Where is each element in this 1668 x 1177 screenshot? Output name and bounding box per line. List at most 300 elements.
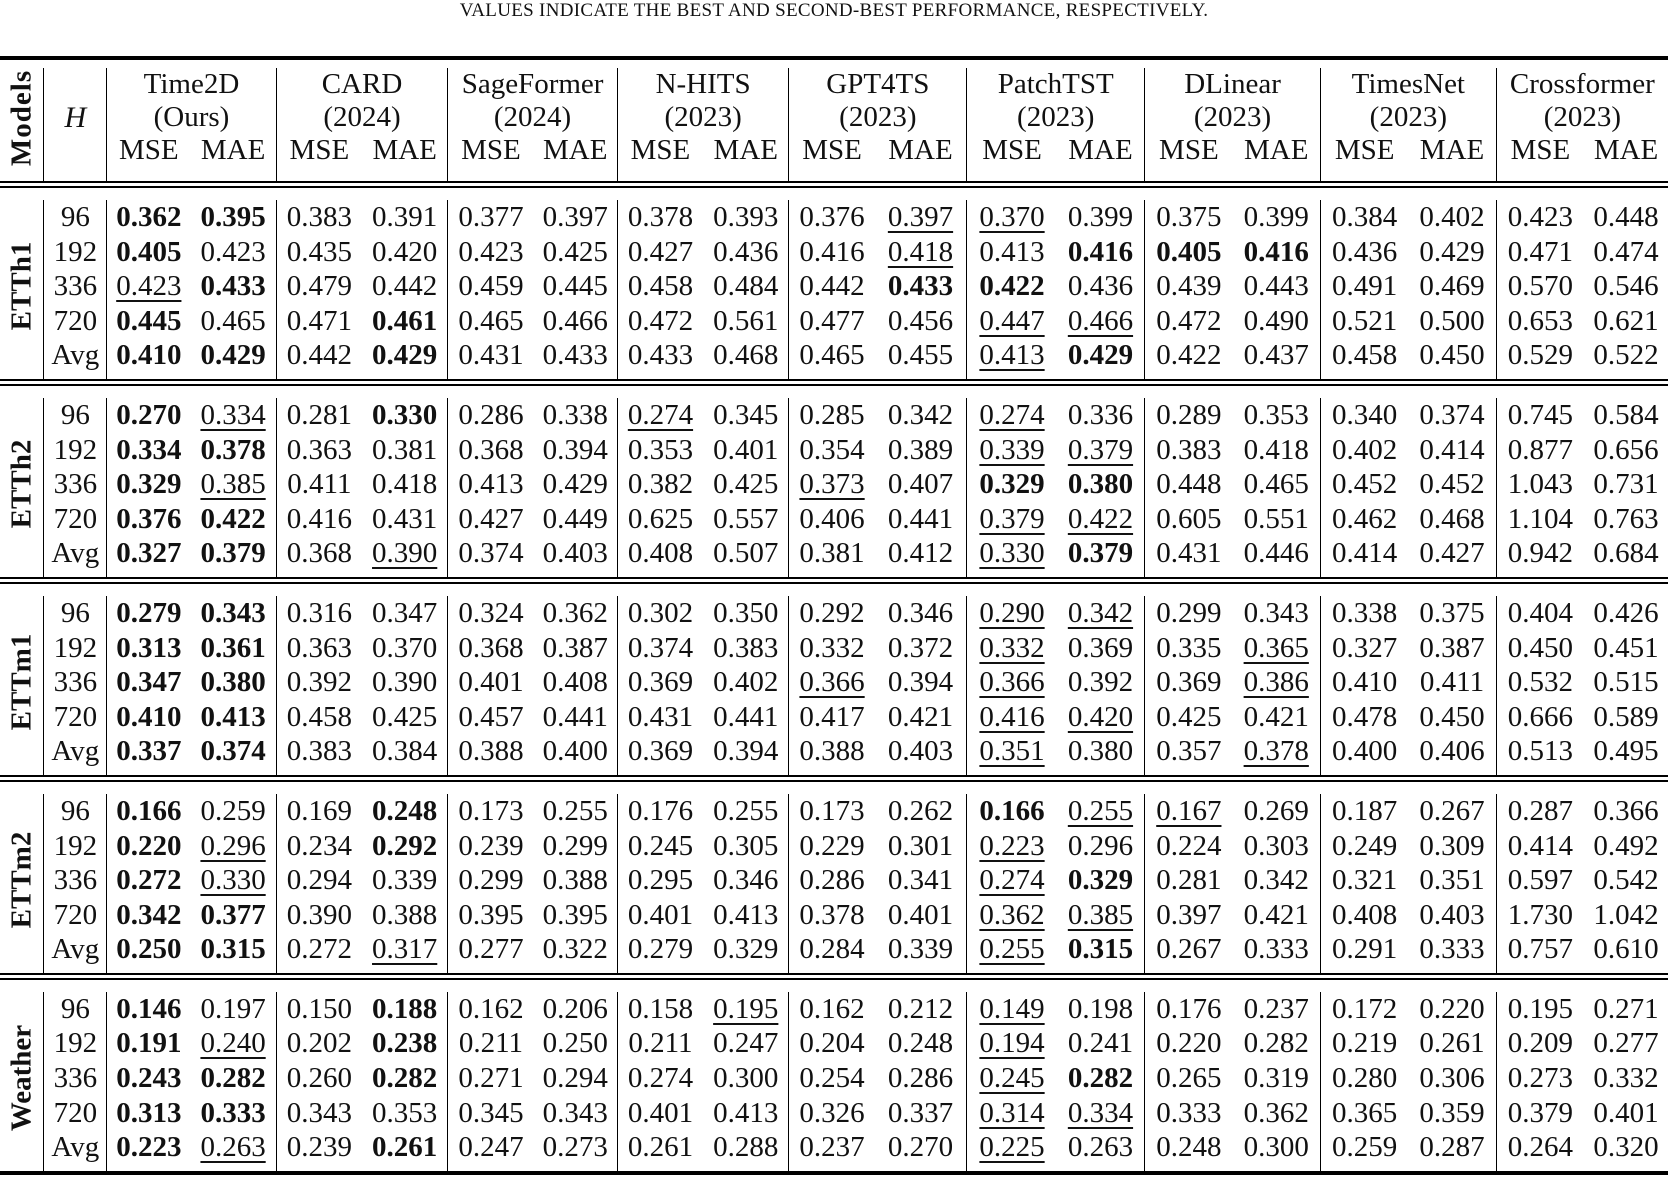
metric-value: 0.625 [627, 502, 694, 535]
horizon-cell: 96 [44, 596, 107, 631]
metric-value: 0.468 [713, 339, 779, 372]
mse-cell [967, 898, 1057, 933]
spacer [0, 373, 1668, 380]
spacer-cell [1408, 571, 1496, 578]
mae-cell [1233, 734, 1321, 769]
metric-value: 0.374 [458, 537, 524, 570]
mse-cell [107, 1130, 191, 1165]
mae-cell [875, 700, 967, 735]
metric-value: 0.211 [628, 1027, 693, 1060]
mae-cell [1057, 1061, 1145, 1096]
mae-cell [1408, 338, 1496, 373]
mse-cell [107, 863, 191, 898]
horizon-cell: 336 [44, 863, 107, 898]
metric-value: 0.385 [200, 468, 266, 501]
metric-header-mse: MSE [107, 134, 191, 167]
mse-cell [967, 398, 1057, 433]
metric-value: 0.339 [372, 864, 438, 897]
spacer-cell [1057, 373, 1145, 380]
metric-value: 0.442 [372, 270, 438, 303]
mae-cell [1233, 665, 1321, 700]
metric-value: 0.427 [1419, 537, 1485, 570]
metric-value: 0.314 [979, 1096, 1045, 1129]
metric-value: 0.397 [887, 201, 954, 233]
model-name-header: N-HITS [617, 68, 789, 101]
metric-value: 0.400 [1332, 735, 1398, 768]
metric-value: 0.342 [1067, 596, 1134, 629]
mae-cell [1233, 932, 1321, 967]
mse-cell [617, 536, 703, 571]
mse-cell [967, 235, 1057, 270]
model-year-header: (2023) [1496, 101, 1668, 134]
metric-value: 0.433 [200, 270, 266, 303]
mae-cell [1057, 898, 1145, 933]
metric-value: 0.420 [372, 235, 438, 268]
mse-cell [1496, 596, 1584, 631]
mae-cell [703, 269, 789, 304]
metric-value: 0.309 [1419, 829, 1485, 862]
mae-cell [362, 898, 448, 933]
metric-value: 0.521 [1332, 304, 1398, 337]
mse-cell [789, 536, 875, 571]
mse-cell [1145, 235, 1233, 270]
metric-value: 0.279 [627, 933, 694, 966]
mae-cell [703, 898, 789, 933]
metric-value: 0.446 [1243, 537, 1309, 570]
spacer-cell [1233, 1165, 1321, 1173]
mse-cell [107, 1061, 191, 1096]
spacer-cell [1584, 167, 1668, 182]
table-row [0, 665, 1668, 700]
metric-value: 0.248 [372, 794, 438, 827]
metric-value: 0.401 [1593, 1096, 1659, 1129]
mse-cell [789, 863, 875, 898]
metric-value: 0.414 [1332, 537, 1398, 570]
mae-cell [190, 338, 276, 373]
mse-cell [617, 1026, 703, 1061]
metric-value: 0.274 [627, 398, 694, 431]
mae-cell [534, 304, 618, 339]
metric-value: 0.382 [627, 468, 694, 501]
metric-value: 0.411 [287, 468, 352, 501]
horizon-cell: 720 [44, 700, 107, 735]
metric-value: 0.421 [887, 700, 954, 733]
metric-value: 0.245 [627, 829, 694, 862]
mse-cell [448, 631, 534, 666]
metric-value: 0.341 [887, 864, 954, 897]
metric-value: 0.329 [713, 933, 779, 966]
spacer-cell [1584, 967, 1668, 974]
spacer-cell [0, 571, 44, 578]
table-row [0, 596, 1668, 631]
metric-value: 0.425 [713, 468, 779, 501]
metric-value: 0.400 [542, 735, 608, 768]
metric-value: 0.420 [1067, 700, 1134, 733]
mse-cell [107, 398, 191, 433]
mae-cell [362, 700, 448, 735]
mse-cell [789, 992, 875, 1027]
header-row-metrics [0, 134, 1668, 167]
metric-value: 0.350 [713, 596, 779, 629]
mse-cell [448, 932, 534, 967]
mae-cell [362, 433, 448, 468]
mse-cell [967, 1061, 1057, 1096]
horizon-cell: Avg [44, 1130, 107, 1165]
spacer-cell [1057, 1165, 1145, 1173]
mae-cell [1584, 992, 1668, 1027]
mae-cell [190, 829, 276, 864]
metric-value: 0.403 [887, 735, 954, 768]
metric-value: 0.237 [799, 1131, 865, 1164]
model-name-header: PatchTST [967, 68, 1145, 101]
mse-cell [107, 433, 191, 468]
mae-cell [190, 269, 276, 304]
mse-cell [448, 734, 534, 769]
metric-value: 0.333 [1419, 933, 1485, 966]
mse-cell [276, 1061, 362, 1096]
spacer-cell [1584, 769, 1668, 776]
metric-value: 0.351 [1419, 864, 1485, 897]
spacer-cell [190, 571, 276, 578]
metric-value: 0.220 [1156, 1027, 1222, 1060]
mae-cell [875, 338, 967, 373]
mae-cell [1233, 536, 1321, 571]
mae-cell [534, 235, 618, 270]
metric-value: 0.317 [372, 933, 438, 966]
metric-value: 0.259 [1332, 1131, 1398, 1164]
model-name-header: Crossformer [1496, 68, 1668, 101]
table-row [0, 536, 1668, 571]
metric-value: 0.337 [116, 735, 182, 768]
mae-cell [1584, 433, 1668, 468]
mse-cell [448, 863, 534, 898]
metric-value: 0.249 [1332, 829, 1398, 862]
spacer [0, 1165, 1668, 1173]
metric-value: 0.422 [979, 270, 1045, 303]
metric-value: 0.239 [286, 1131, 352, 1164]
mae-cell [190, 235, 276, 270]
metric-value: 0.202 [286, 1027, 352, 1060]
metric-value: 0.495 [1593, 735, 1659, 768]
mse-cell [107, 502, 191, 537]
mae-cell [875, 631, 967, 666]
metric-value: 0.194 [979, 1027, 1045, 1060]
mse-cell [1496, 829, 1584, 864]
metric-value: 0.243 [116, 1062, 182, 1095]
spacer-cell [276, 967, 362, 974]
metric-value: 0.306 [1419, 1062, 1485, 1095]
top-rule [0, 58, 1668, 68]
metric-value: 0.448 [1593, 201, 1659, 233]
mse-cell [967, 269, 1057, 304]
metric-value: 0.383 [1156, 433, 1222, 466]
metric-value: 0.383 [286, 735, 352, 768]
metric-value: 0.477 [799, 304, 865, 337]
mse-cell [1320, 734, 1408, 769]
mse-cell [1320, 338, 1408, 373]
model-name-header: GPT4TS [789, 68, 967, 101]
metric-value: 0.270 [116, 398, 182, 431]
mae-cell [1233, 829, 1321, 864]
mse-cell [448, 304, 534, 339]
mae-cell [362, 734, 448, 769]
metric-value: 0.346 [713, 864, 779, 897]
mse-cell [107, 200, 191, 235]
mae-cell [875, 898, 967, 933]
mae-cell [703, 992, 789, 1027]
metric-value: 0.272 [116, 864, 182, 897]
spacer-cell [1408, 373, 1496, 380]
metric-value: 0.380 [1067, 735, 1134, 768]
metric-header-mae: MAE [200, 134, 266, 166]
mse-cell [967, 502, 1057, 537]
mae-cell [534, 700, 618, 735]
mse-cell [448, 596, 534, 631]
spacer-cell [703, 967, 789, 974]
metric-value: 0.388 [372, 898, 438, 931]
mse-cell [107, 467, 191, 502]
metric-value: 0.388 [542, 864, 608, 897]
mse-cell [617, 235, 703, 270]
metric-value: 0.303 [1243, 829, 1309, 862]
mse-cell [276, 596, 362, 631]
spacer-cell [44, 167, 107, 182]
mae-cell [534, 863, 618, 898]
mse-cell [276, 863, 362, 898]
spacer-cell [1320, 1165, 1408, 1173]
table-row [0, 338, 1668, 373]
mse-cell [967, 1130, 1057, 1165]
mse-cell [276, 1026, 362, 1061]
metric-value: 0.220 [1419, 992, 1485, 1025]
spacer-cell [1145, 967, 1233, 974]
mse-cell [276, 734, 362, 769]
metric-value: 0.425 [542, 235, 608, 268]
mae-cell [703, 665, 789, 700]
mae-cell [534, 467, 618, 502]
mse-cell [617, 200, 703, 235]
metric-value: 0.621 [1593, 304, 1659, 337]
metric-value: 0.515 [1593, 666, 1659, 699]
metric-value: 0.684 [1593, 537, 1659, 570]
mae-cell [1584, 269, 1668, 304]
table-row [0, 398, 1668, 433]
spacer-cell [967, 373, 1057, 380]
spacer-cell [1320, 571, 1408, 578]
metric-value: 0.408 [627, 537, 694, 570]
spacer-cell [448, 571, 534, 578]
metric-value: 0.150 [286, 992, 352, 1025]
metric-value: 0.407 [887, 468, 954, 501]
metric-value: 0.204 [799, 1027, 865, 1060]
metric-value: 0.381 [799, 537, 865, 570]
mse-cell [967, 433, 1057, 468]
metric-value: 0.347 [116, 666, 182, 699]
metric-value: 0.610 [1593, 933, 1659, 966]
metric-value: 0.468 [1419, 502, 1485, 535]
dataset-label: ETTm1 [5, 634, 38, 731]
mae-cell [190, 398, 276, 433]
mse-cell [448, 1096, 534, 1131]
metric-value: 0.507 [713, 537, 779, 570]
group-separator [0, 187, 1668, 200]
metric-value: 0.390 [286, 898, 352, 931]
metric-value: 0.339 [979, 433, 1045, 466]
metric-value: 0.413 [458, 468, 524, 501]
metric-value: 0.413 [713, 1096, 779, 1129]
mse-cell [276, 502, 362, 537]
metric-value: 0.425 [372, 700, 438, 733]
spacer-cell [0, 167, 44, 182]
metric-value: 0.465 [1243, 468, 1309, 501]
spacer-cell [1057, 571, 1145, 578]
metric-value: 0.353 [1243, 398, 1309, 431]
mae-cell [190, 1096, 276, 1131]
metric-value: 0.376 [799, 201, 865, 233]
mse-cell [448, 1026, 534, 1061]
metric-value: 0.250 [542, 1027, 608, 1060]
metric-header-mse: MSE [1320, 134, 1408, 167]
metric-value: 0.414 [1419, 433, 1485, 466]
spacer-cell [534, 167, 618, 182]
group-separator [0, 781, 1668, 794]
mse-cell [1320, 898, 1408, 933]
top-rule-line [0, 58, 1668, 68]
mse-cell [789, 631, 875, 666]
group-separator [0, 385, 1668, 398]
mae-cell [362, 536, 448, 571]
metric-value: 0.291 [1332, 933, 1398, 966]
metric-value: 0.173 [458, 794, 524, 827]
mae-cell [1584, 1061, 1668, 1096]
table-row [0, 433, 1668, 468]
spacer-cell [1145, 769, 1233, 776]
metric-value: 0.336 [1067, 398, 1134, 431]
mae-cell [190, 1130, 276, 1165]
metric-value: 0.225 [979, 1131, 1045, 1164]
metric-header-mse: MSE [448, 134, 534, 167]
mae-cell [362, 829, 448, 864]
mae-cell [875, 467, 967, 502]
mae-cell [703, 1130, 789, 1165]
metric-value: 0.351 [979, 735, 1045, 768]
spacer-cell [789, 167, 875, 182]
spacer-cell [789, 769, 875, 776]
mae-cell [1057, 1130, 1145, 1165]
mae-cell [190, 596, 276, 631]
table-body [0, 182, 1668, 1177]
mae-cell [1057, 398, 1145, 433]
spacer-cell [107, 1165, 191, 1173]
mse-cell [448, 235, 534, 270]
metric-value: 0.296 [200, 829, 266, 862]
metric-value: 0.362 [116, 201, 182, 233]
horizon-cell: 192 [44, 631, 107, 666]
mae-cell [1233, 338, 1321, 373]
metric-value: 0.368 [458, 631, 524, 664]
mae-cell [534, 898, 618, 933]
spacer-cell [107, 967, 191, 974]
mae-cell [190, 502, 276, 537]
spacer-cell [448, 373, 534, 380]
mae-cell [1057, 631, 1145, 666]
mae-cell [190, 992, 276, 1027]
metric-value: 0.287 [1507, 794, 1574, 827]
mae-cell [1408, 794, 1496, 829]
metric-value: 0.290 [979, 596, 1045, 629]
metric-value: 0.401 [713, 433, 779, 466]
model-name-header: SageFormer [448, 68, 618, 101]
mae-cell [1408, 1061, 1496, 1096]
horizon-cell: 336 [44, 467, 107, 502]
mse-cell [107, 932, 191, 967]
metric-value: 0.315 [1067, 933, 1134, 966]
mse-cell [789, 304, 875, 339]
metric-value: 0.245 [979, 1062, 1045, 1095]
metric-value: 0.198 [1067, 992, 1134, 1025]
mse-cell [1320, 829, 1408, 864]
mse-cell [276, 536, 362, 571]
mae-cell [1233, 502, 1321, 537]
metric-value: 0.273 [542, 1131, 608, 1164]
metric-value: 0.429 [1067, 339, 1134, 372]
mae-cell [875, 398, 967, 433]
mae-cell [1584, 863, 1668, 898]
dataset-label: ETTh1 [5, 242, 38, 331]
spacer-cell [967, 769, 1057, 776]
mae-cell [875, 269, 967, 304]
mse-cell [448, 467, 534, 502]
mae-cell [875, 235, 967, 270]
bottom-rule [0, 1173, 1668, 1177]
metric-value: 0.295 [627, 864, 694, 897]
metric-value: 0.299 [542, 829, 608, 862]
mae-cell [534, 794, 618, 829]
mse-cell [1496, 631, 1584, 666]
mse-cell [617, 338, 703, 373]
metric-value: 0.329 [979, 468, 1045, 501]
metric-value: 0.224 [1156, 829, 1222, 862]
metric-value: 0.229 [799, 829, 865, 862]
spacer-cell [617, 373, 703, 380]
metric-value: 0.561 [713, 304, 779, 337]
mae-cell [703, 467, 789, 502]
metric-value: 0.379 [200, 537, 266, 570]
metric-value: 0.359 [1419, 1096, 1485, 1129]
metric-value: 0.333 [1243, 933, 1309, 966]
mse-cell [107, 269, 191, 304]
mae-cell [190, 665, 276, 700]
spacer-cell [789, 967, 875, 974]
mae-cell [1408, 932, 1496, 967]
spacer-cell [1408, 769, 1496, 776]
mse-cell [617, 304, 703, 339]
metric-value: 0.343 [1243, 596, 1309, 629]
metric-value: 0.429 [1419, 235, 1485, 268]
mse-cell [967, 200, 1057, 235]
metric-value: 0.263 [1067, 1131, 1134, 1164]
mse-cell [276, 631, 362, 666]
metric-value: 0.731 [1593, 468, 1659, 501]
metric-value: 0.402 [1419, 201, 1485, 233]
metric-value: 0.248 [887, 1027, 954, 1060]
metric-value: 0.176 [1156, 992, 1222, 1025]
mse-cell [1145, 1130, 1233, 1165]
mse-cell [107, 992, 191, 1027]
metric-value: 0.265 [1156, 1062, 1222, 1095]
metric-value: 0.383 [713, 631, 779, 664]
mae-cell [1057, 1026, 1145, 1061]
